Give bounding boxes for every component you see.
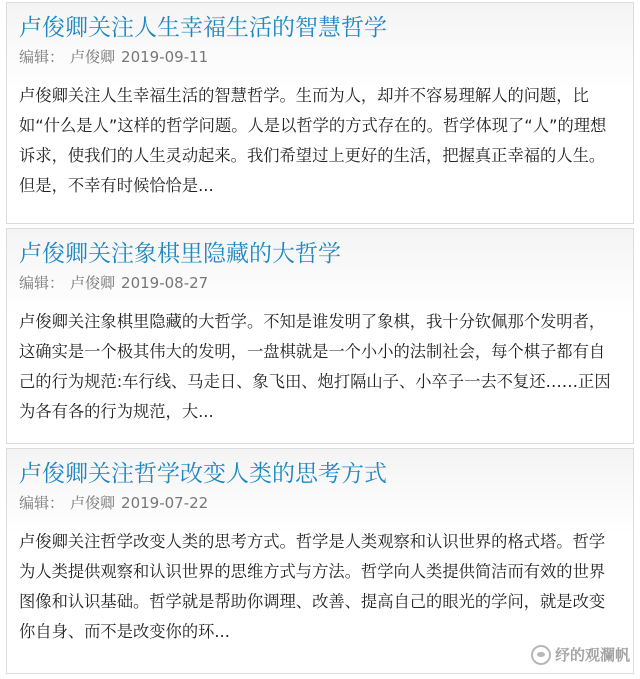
editor-label: 编辑：	[19, 494, 65, 512]
editor-name: 卢俊卿	[70, 48, 116, 66]
watermark	[531, 644, 630, 665]
watermark-text: 纾的观瀾帆	[554, 646, 630, 664]
article-meta	[19, 493, 621, 513]
article-summary: 卢俊卿关注哲学改变人类的思考方式。哲学是人类观察和认识世界的格式塔。哲学为人类提供观察和认识世界的思维方式与方法。哲学向人类提供简洁而有效的世界图像和认识基础。哲学就是帮助你调理、改善、提高自己的眼光的学问，就是改变你自身、而不是改变你的环...	[19, 532, 606, 641]
publish-date: 2019-09-11	[121, 48, 209, 66]
article-meta	[19, 273, 621, 293]
editor-label: 编辑：	[19, 274, 65, 292]
publish-date: 2019-07-22	[121, 494, 209, 512]
article-title-link[interactable]: 卢俊卿关注人生幸福生活的智慧哲学	[19, 15, 387, 41]
article-summary: 卢俊卿关注人生幸福生活的智慧哲学。生而为人，却并不容易理解人的问题，比如“什么是人”这样的哲学问题。人是以哲学的方式存在的。哲学体现了“人”的理想诉求，使我们的人生灵动起来。我们希望过上更好的生活，把握真正幸福的人生。但是，不幸有时候恰恰是...	[19, 86, 607, 195]
article-title-link[interactable]: 卢俊卿关注哲学改变人类的思考方式	[19, 461, 387, 487]
article-title-link[interactable]: 卢俊卿关注象棋里隐藏的大哲学	[19, 241, 341, 267]
editor-name: 卢俊卿	[70, 274, 116, 292]
article-card	[6, 2, 634, 224]
article-meta	[19, 47, 621, 67]
article-summary: 卢俊卿关注象棋里隐藏的大哲学。不知是谁发明了象棋，我十分钦佩那个发明者，这确实是一个极其伟大的发明，一盘棋就是一个小小的法制社会，每个棋子都有自己的行为规范:车行线、马走日、象飞田、炮打隔山子、小卒子一去不复还……正因为各有各的行为规范，大...	[19, 312, 611, 421]
wechat-icon	[531, 645, 551, 665]
editor-name: 卢俊卿	[70, 494, 116, 512]
article-card	[6, 228, 634, 444]
publish-date: 2019-08-27	[121, 274, 209, 292]
editor-label: 编辑：	[19, 48, 65, 66]
article-card	[6, 448, 634, 674]
